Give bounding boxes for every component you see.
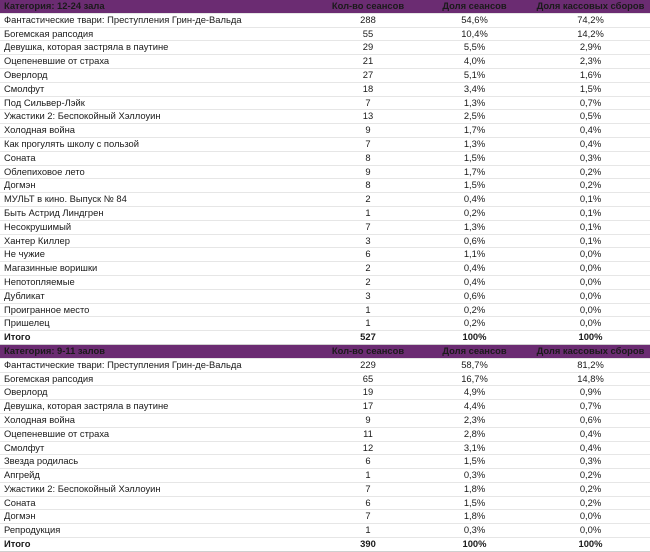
value-cell: 229 (318, 358, 418, 372)
value-cell: 55 (318, 27, 418, 41)
column-header: Доля сеансов (418, 0, 531, 13)
value-cell: 0,2% (418, 206, 531, 220)
value-cell: 0,6% (418, 289, 531, 303)
value-cell: 0,7% (531, 96, 650, 110)
table-row (0, 82, 650, 96)
value-cell: 0,3% (531, 455, 650, 469)
value-cell: 0,2% (531, 179, 650, 193)
value-cell: 16,7% (418, 372, 531, 386)
value-cell: 0,4% (531, 441, 650, 455)
film-title-cell: Оверлорд (0, 386, 318, 400)
value-cell: 6 (318, 248, 418, 262)
value-cell: 1,5% (418, 179, 531, 193)
value-cell: 65 (318, 372, 418, 386)
value-cell: 1,6% (531, 68, 650, 82)
film-title-cell: Соната (0, 151, 318, 165)
value-cell: 14,2% (531, 27, 650, 41)
table-row (0, 96, 650, 110)
value-cell: 1,5% (531, 82, 650, 96)
table-row (0, 27, 650, 41)
value-cell: 2,5% (418, 110, 531, 124)
table-row (0, 206, 650, 220)
film-title-cell: Богемская рапсодия (0, 372, 318, 386)
value-cell: 6 (318, 496, 418, 510)
value-cell: 2,9% (531, 41, 650, 55)
value-cell: 0,1% (531, 193, 650, 207)
value-cell: 9 (318, 413, 418, 427)
table-row (0, 68, 650, 82)
film-title-cell: Фантастические твари: Преступления Грин-де-Вальда (0, 13, 318, 27)
film-title-cell: Девушка, которая застряла в паутине (0, 400, 318, 414)
value-cell: 2 (318, 262, 418, 276)
film-title-cell: Быть Астрид Линдгрен (0, 206, 318, 220)
value-cell: 21 (318, 55, 418, 69)
value-cell: 0,4% (418, 262, 531, 276)
table-row (0, 358, 650, 372)
value-cell: 4,4% (418, 400, 531, 414)
value-cell: 9 (318, 165, 418, 179)
value-cell: 3 (318, 289, 418, 303)
film-title-cell: Непотопляемые (0, 275, 318, 289)
table-row (0, 482, 650, 496)
film-title-cell: Несокрушимый (0, 220, 318, 234)
value-cell: 288 (318, 13, 418, 27)
table-row (0, 262, 650, 276)
value-cell: 1,7% (418, 124, 531, 138)
table-row (0, 413, 650, 427)
film-title-cell: Хантер Киллер (0, 234, 318, 248)
film-title-cell: Оверлорд (0, 68, 318, 82)
value-cell: 0,2% (418, 303, 531, 317)
value-cell: 0,4% (418, 275, 531, 289)
table-row (0, 165, 650, 179)
value-cell: 0,4% (418, 193, 531, 207)
value-cell: 0,2% (418, 317, 531, 331)
total-value: 527 (318, 331, 418, 345)
value-cell: 0,0% (531, 289, 650, 303)
value-cell: 7 (318, 510, 418, 524)
film-title-cell: Под Сильвер-Лэйк (0, 96, 318, 110)
value-cell: 1,3% (418, 220, 531, 234)
film-title-cell: Смолфут (0, 441, 318, 455)
value-cell: 5,1% (418, 68, 531, 82)
film-title-cell: Холодная война (0, 413, 318, 427)
film-title-cell: Холодная война (0, 124, 318, 138)
value-cell: 11 (318, 427, 418, 441)
value-cell: 18 (318, 82, 418, 96)
film-title-cell: Богемская рапсодия (0, 27, 318, 41)
table-row (0, 55, 650, 69)
table-row (0, 524, 650, 538)
value-cell: 1 (318, 317, 418, 331)
film-title-cell: Проигранное место (0, 303, 318, 317)
total-label: Итого (0, 538, 318, 552)
value-cell: 7 (318, 220, 418, 234)
value-cell: 58,7% (418, 358, 531, 372)
film-title-cell: МУЛЬТ в кино. Выпуск № 84 (0, 193, 318, 207)
column-header: Кол-во сеансов (318, 0, 418, 13)
value-cell: 0,4% (531, 427, 650, 441)
value-cell: 1,8% (418, 510, 531, 524)
value-cell: 19 (318, 386, 418, 400)
film-title-cell: Облепиховое лето (0, 165, 318, 179)
value-cell: 0,6% (418, 234, 531, 248)
value-cell: 0,5% (531, 110, 650, 124)
column-header: Кол-во сеансов (318, 344, 418, 358)
value-cell: 0,1% (531, 220, 650, 234)
value-cell: 0,2% (531, 482, 650, 496)
film-title-cell: Дубликат (0, 289, 318, 303)
value-cell: 0,1% (531, 206, 650, 220)
total-value: 100% (531, 538, 650, 552)
film-title-cell: Магазинные воришки (0, 262, 318, 276)
value-cell: 0,3% (418, 524, 531, 538)
value-cell: 27 (318, 68, 418, 82)
total-row (0, 331, 650, 345)
total-value: 100% (418, 538, 531, 552)
value-cell: 13 (318, 110, 418, 124)
value-cell: 54,6% (418, 13, 531, 27)
table-row (0, 455, 650, 469)
value-cell: 7 (318, 482, 418, 496)
value-cell: 0,1% (531, 234, 650, 248)
value-cell: 4,9% (418, 386, 531, 400)
value-cell: 0,6% (531, 413, 650, 427)
value-cell: 0,0% (531, 303, 650, 317)
value-cell: 3 (318, 234, 418, 248)
film-title-cell: Не чужие (0, 248, 318, 262)
table-row (0, 400, 650, 414)
value-cell: 1,3% (418, 96, 531, 110)
table-row (0, 124, 650, 138)
table-row (0, 317, 650, 331)
value-cell: 3,4% (418, 82, 531, 96)
table-row (0, 179, 650, 193)
value-cell: 2 (318, 193, 418, 207)
value-cell: 8 (318, 179, 418, 193)
value-cell: 4,0% (418, 55, 531, 69)
table-row (0, 441, 650, 455)
film-title-cell: Догмэн (0, 179, 318, 193)
value-cell: 0,2% (531, 496, 650, 510)
category-header-row (0, 344, 650, 358)
value-cell: 2,8% (418, 427, 531, 441)
column-header: Доля сеансов (418, 344, 531, 358)
value-cell: 29 (318, 41, 418, 55)
value-cell: 2,3% (531, 55, 650, 69)
table-row (0, 496, 650, 510)
table-row (0, 303, 650, 317)
table-row (0, 469, 650, 483)
film-title-cell: Смолфут (0, 82, 318, 96)
value-cell: 9 (318, 124, 418, 138)
value-cell: 6 (318, 455, 418, 469)
table-row (0, 13, 650, 27)
table-row (0, 510, 650, 524)
value-cell: 1,7% (418, 165, 531, 179)
table-row (0, 151, 650, 165)
value-cell: 0,3% (418, 469, 531, 483)
value-cell: 1,5% (418, 496, 531, 510)
total-row (0, 538, 650, 552)
value-cell: 0,9% (531, 386, 650, 400)
film-title-cell: Оцепеневшие от страха (0, 55, 318, 69)
value-cell: 1 (318, 206, 418, 220)
value-cell: 1 (318, 303, 418, 317)
table-row (0, 41, 650, 55)
value-cell: 0,0% (531, 275, 650, 289)
table-row (0, 234, 650, 248)
value-cell: 3,1% (418, 441, 531, 455)
film-title-cell: Репродукция (0, 524, 318, 538)
column-header: Доля кассовых сборов (531, 0, 650, 13)
value-cell: 0,7% (531, 400, 650, 414)
value-cell: 0,2% (531, 469, 650, 483)
value-cell: 2 (318, 275, 418, 289)
value-cell: 1,1% (418, 248, 531, 262)
value-cell: 0,0% (531, 510, 650, 524)
total-label: Итого (0, 331, 318, 345)
film-title-cell: Оцепеневшие от страха (0, 427, 318, 441)
table-row (0, 137, 650, 151)
table-row (0, 427, 650, 441)
value-cell: 0,0% (531, 524, 650, 538)
value-cell: 81,2% (531, 358, 650, 372)
total-value: 100% (418, 331, 531, 345)
value-cell: 1,3% (418, 137, 531, 151)
total-value: 100% (531, 331, 650, 345)
category-header-row (0, 0, 650, 13)
total-value: 390 (318, 538, 418, 552)
value-cell: 2,3% (418, 413, 531, 427)
table-row (0, 193, 650, 207)
category-title: Категория: 12-24 зала (0, 0, 318, 13)
value-cell: 7 (318, 137, 418, 151)
value-cell: 5,5% (418, 41, 531, 55)
film-title-cell: Пришелец (0, 317, 318, 331)
film-title-cell: Девушка, которая застряла в паутине (0, 41, 318, 55)
film-title-cell: Ужастики 2: Беспокойный Хэллоуин (0, 110, 318, 124)
value-cell: 0,0% (531, 317, 650, 331)
value-cell: 17 (318, 400, 418, 414)
table-row (0, 386, 650, 400)
value-cell: 1 (318, 469, 418, 483)
category-title: Категория: 9-11 залов (0, 344, 318, 358)
value-cell: 1,8% (418, 482, 531, 496)
film-title-cell: Как прогулять школу с пользой (0, 137, 318, 151)
value-cell: 0,0% (531, 262, 650, 276)
value-cell: 0,3% (531, 151, 650, 165)
film-title-cell: Звезда родилась (0, 455, 318, 469)
value-cell: 74,2% (531, 13, 650, 27)
value-cell: 0,4% (531, 124, 650, 138)
value-cell: 7 (318, 96, 418, 110)
table-row (0, 248, 650, 262)
film-title-cell: Догмэн (0, 510, 318, 524)
table-row (0, 275, 650, 289)
value-cell: 8 (318, 151, 418, 165)
value-cell: 1 (318, 524, 418, 538)
film-title-cell: Соната (0, 496, 318, 510)
value-cell: 14,8% (531, 372, 650, 386)
table-row (0, 372, 650, 386)
film-title-cell: Апгрейд (0, 469, 318, 483)
value-cell: 10,4% (418, 27, 531, 41)
film-title-cell: Ужастики 2: Беспокойный Хэллоуин (0, 482, 318, 496)
value-cell: 1,5% (418, 151, 531, 165)
table-row (0, 110, 650, 124)
value-cell: 1,5% (418, 455, 531, 469)
value-cell: 0,2% (531, 165, 650, 179)
table-row (0, 289, 650, 303)
film-title-cell: Фантастические твари: Преступления Грин-де-Вальда (0, 358, 318, 372)
value-cell: 12 (318, 441, 418, 455)
value-cell: 0,4% (531, 137, 650, 151)
table-row (0, 220, 650, 234)
column-header: Доля кассовых сборов (531, 344, 650, 358)
value-cell: 0,0% (531, 248, 650, 262)
